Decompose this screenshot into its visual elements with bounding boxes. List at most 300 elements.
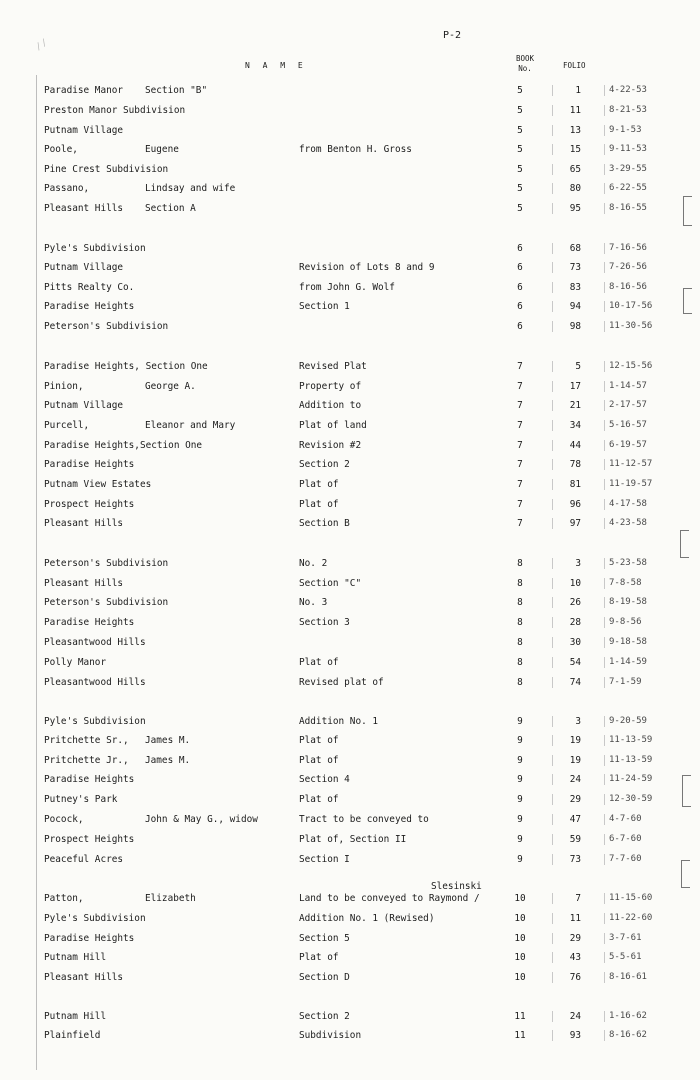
entry-folio-number: 44 <box>569 440 581 451</box>
entry-date: 8-16-55 <box>609 203 647 213</box>
entry-date: 6-22-55 <box>609 183 647 193</box>
entry-folio-number: 81 <box>569 479 581 490</box>
entry-given-name: Elizabeth <box>145 893 196 904</box>
entry-description: Section 5 <box>299 933 350 944</box>
ledger-row <box>0 457 700 472</box>
entry-folio-number: 59 <box>569 834 581 845</box>
column-rule <box>604 361 605 372</box>
ledger-row <box>0 418 700 433</box>
ledger-row <box>0 379 700 394</box>
entry-folio-number: 1 <box>575 85 581 96</box>
entry-name: Poole, <box>44 144 78 155</box>
column-rule <box>604 794 605 805</box>
entry-book-number: 8 <box>517 657 523 668</box>
column-rule <box>604 301 605 312</box>
entry-name: Pitts Realty Co. <box>44 282 135 293</box>
entry-book-number: 7 <box>517 420 523 431</box>
entry-folio-number: 65 <box>569 164 581 175</box>
column-rule <box>604 400 605 411</box>
entry-name: Putnam Village <box>44 125 124 136</box>
ledger-row <box>0 931 700 946</box>
column-rule <box>604 183 605 194</box>
column-rule <box>552 854 553 865</box>
entry-description: Plat of <box>299 755 339 766</box>
entry-name: Pocock, <box>44 814 84 825</box>
column-rule <box>604 459 605 470</box>
ledger-row <box>0 733 700 748</box>
column-rule <box>604 716 605 727</box>
entry-date: 3-29-55 <box>609 164 647 174</box>
entry-date: 7-7-60 <box>609 854 642 864</box>
column-rule <box>604 85 605 96</box>
entry-folio-number: 34 <box>569 420 581 431</box>
entry-date: 11-24-59 <box>609 774 653 784</box>
column-rule <box>604 755 605 766</box>
entry-name: Pleasant Hills <box>44 972 124 983</box>
column-rule <box>552 617 553 628</box>
column-rule <box>552 183 553 194</box>
entry-folio-number: 97 <box>569 518 581 529</box>
entry-description: Addition No. 1 (Rewised) <box>299 913 435 924</box>
entry-book-number: 5 <box>517 203 523 214</box>
column-rule <box>552 597 553 608</box>
entry-name: Pine Crest Subdivision <box>44 164 169 175</box>
column-rule <box>604 677 605 688</box>
entry-name: Prospect Heights <box>44 499 135 510</box>
column-rule <box>604 972 605 983</box>
book-header-top: BOOK <box>515 54 535 63</box>
entry-date: 11-22-60 <box>609 913 653 923</box>
entry-description: Section B <box>299 518 350 529</box>
column-rule <box>552 716 553 727</box>
entry-date: 11-19-57 <box>609 479 653 489</box>
entry-name: Peaceful Acres <box>44 854 124 865</box>
entry-date: 1-14-59 <box>609 657 647 667</box>
column-rule <box>552 735 553 746</box>
column-rule <box>604 144 605 155</box>
ledger-row <box>0 1009 700 1024</box>
ledger-row <box>0 635 700 650</box>
entry-folio-number: 24 <box>569 774 581 785</box>
ledger-row <box>0 181 700 196</box>
entry-book-number: 9 <box>517 854 523 865</box>
entry-date: 1-14-57 <box>609 381 647 391</box>
column-rule <box>552 262 553 273</box>
column-rule <box>604 282 605 293</box>
entry-name: Preston Manor Subdivision <box>44 105 186 116</box>
name-column-header: N A M E <box>245 61 307 70</box>
entry-given-name: Eleanor and Mary <box>145 420 236 431</box>
entry-book-number: 5 <box>517 183 523 194</box>
column-rule <box>552 814 553 825</box>
entry-name: Peterson's Subdivision <box>44 558 169 569</box>
entry-given-name: Eugene <box>145 144 179 155</box>
entry-folio-number: 29 <box>569 933 581 944</box>
entry-date: 5-16-57 <box>609 420 647 430</box>
entry-date: 10-17-56 <box>609 301 653 311</box>
entry-description: Revision of Lots 8 and 9 <box>299 262 435 273</box>
entry-description: Section 4 <box>299 774 350 785</box>
entry-date: 8-21-53 <box>609 105 647 115</box>
entry-description: Tract to be conveyed to <box>299 814 429 825</box>
entry-book-number: 5 <box>517 164 523 175</box>
entry-description: Revised Plat <box>299 361 367 372</box>
column-rule <box>604 854 605 865</box>
entry-folio-number: 54 <box>569 657 581 668</box>
column-rule <box>604 814 605 825</box>
entry-date: 2-17-57 <box>609 400 647 410</box>
column-rule <box>604 913 605 924</box>
entry-folio-number: 5 <box>575 361 581 372</box>
column-rule <box>552 301 553 312</box>
entry-book-number: 9 <box>517 755 523 766</box>
entry-book-number: 7 <box>517 440 523 451</box>
entry-book-number: 5 <box>517 105 523 116</box>
entry-book-number: 11 <box>514 1030 526 1041</box>
column-rule <box>552 657 553 668</box>
ledger-row <box>0 398 700 413</box>
ledger-row <box>0 675 700 690</box>
entry-date: 4-17-58 <box>609 499 647 509</box>
entry-folio-number: 95 <box>569 203 581 214</box>
entry-description: Section 2 <box>299 459 350 470</box>
entry-book-number: 7 <box>517 361 523 372</box>
entry-description: Revised plat of <box>299 677 384 688</box>
book-column-header <box>507 54 543 74</box>
entry-date: 11-13-59 <box>609 735 653 745</box>
entry-description: Section 1 <box>299 301 350 312</box>
column-rule <box>552 459 553 470</box>
entry-folio-number: 93 <box>569 1030 581 1041</box>
entry-date: 7-16-56 <box>609 243 647 253</box>
entry-book-number: 9 <box>517 716 523 727</box>
entry-folio-number: 78 <box>569 459 581 470</box>
entry-description: Section I <box>299 854 350 865</box>
entry-date: 7-8-58 <box>609 578 642 588</box>
entry-name: Pyle's Subdivision <box>44 913 146 924</box>
entry-given-name: George A. <box>145 381 196 392</box>
entry-book-number: 9 <box>517 814 523 825</box>
ledger-row <box>0 477 700 492</box>
column-rule <box>604 952 605 963</box>
entry-description: Land to be conveyed to Raymond / <box>299 893 480 904</box>
ledger-row <box>0 299 700 314</box>
column-rule <box>552 381 553 392</box>
entry-name: Passano, <box>44 183 90 194</box>
entry-date: 11-12-57 <box>609 459 653 469</box>
ledger-row <box>0 911 700 926</box>
entry-folio-number: 30 <box>569 637 581 648</box>
entry-book-number: 5 <box>517 144 523 155</box>
ledger-row <box>0 832 700 847</box>
ledger-row <box>0 319 700 334</box>
column-rule <box>604 440 605 451</box>
entry-description: No. 2 <box>299 558 328 569</box>
entry-description: Subdivision <box>299 1030 362 1041</box>
column-rule <box>552 1011 553 1022</box>
column-rule <box>552 972 553 983</box>
entry-folio-number: 19 <box>569 755 581 766</box>
column-rule <box>552 164 553 175</box>
entry-description: Plat of, Section II <box>299 834 407 845</box>
entry-folio-number: 94 <box>569 301 581 312</box>
entry-date: 4-7-60 <box>609 814 642 824</box>
ledger-row <box>0 812 700 827</box>
entry-date: 12-30-59 <box>609 794 653 804</box>
entry-given-name: Section "B" <box>145 85 208 96</box>
ledger-row <box>0 260 700 275</box>
column-rule <box>604 893 605 904</box>
entry-folio-number: 11 <box>569 105 581 116</box>
entry-folio-number: 24 <box>569 1011 581 1022</box>
entry-description: Plat of <box>299 499 339 510</box>
entry-date: 7-1-59 <box>609 677 642 687</box>
ledger-row <box>0 556 700 571</box>
entry-description: Plat of land <box>299 420 367 431</box>
column-rule <box>552 85 553 96</box>
entry-folio-number: 68 <box>569 243 581 254</box>
binder-clip-mark <box>681 860 690 888</box>
entry-folio-number: 80 <box>569 183 581 194</box>
column-rule <box>604 735 605 746</box>
ledger-row <box>0 753 700 768</box>
entry-date: 9-1-53 <box>609 125 642 135</box>
column-rule <box>552 952 553 963</box>
entry-name: Paradise Heights <box>44 459 135 470</box>
column-rule <box>552 144 553 155</box>
entry-description: from Benton H. Gross <box>299 144 412 155</box>
entry-name: Pritchette Jr., <box>44 755 129 766</box>
entry-description: Plat of <box>299 952 339 963</box>
column-rule <box>604 243 605 254</box>
ledger-row <box>0 201 700 216</box>
entry-description: Plat of <box>299 794 339 805</box>
column-rule <box>552 420 553 431</box>
entry-name: Paradise Heights,Section One <box>44 440 203 451</box>
column-rule <box>552 933 553 944</box>
entry-name: Pleasant Hills <box>44 203 124 214</box>
ledger-row <box>0 516 700 531</box>
column-rule <box>604 381 605 392</box>
entry-description: Plat of <box>299 657 339 668</box>
entry-date: 11-30-56 <box>609 321 653 331</box>
column-rule <box>552 913 553 924</box>
ledger-row <box>0 162 700 177</box>
entry-book-number: 6 <box>517 262 523 273</box>
column-rule <box>552 578 553 589</box>
entry-description: Section 3 <box>299 617 350 628</box>
entry-date: 5-5-61 <box>609 952 642 962</box>
entry-name: Pyle's Subdivision <box>44 243 146 254</box>
entry-book-number: 9 <box>517 794 523 805</box>
entry-book-number: 10 <box>514 972 526 983</box>
entry-date: 8-16-56 <box>609 282 647 292</box>
entry-date: 9-18-58 <box>609 637 647 647</box>
column-rule <box>604 578 605 589</box>
entry-folio-number: 7 <box>575 893 581 904</box>
entry-description-continuation: Slesinski <box>431 881 482 892</box>
column-rule <box>604 125 605 136</box>
entry-folio-number: 13 <box>569 125 581 136</box>
entry-name: Purcell, <box>44 420 90 431</box>
ledger-row <box>0 655 700 670</box>
entry-date: 11-15-60 <box>609 893 653 903</box>
column-rule <box>552 282 553 293</box>
column-rule <box>552 774 553 785</box>
entry-given-name: James M. <box>145 755 191 766</box>
column-rule <box>552 400 553 411</box>
entry-folio-number: 96 <box>569 499 581 510</box>
entry-name: Paradise Heights <box>44 301 135 312</box>
entry-folio-number: 19 <box>569 735 581 746</box>
column-rule <box>552 125 553 136</box>
entry-folio-number: 83 <box>569 282 581 293</box>
entry-folio-number: 74 <box>569 677 581 688</box>
entry-date: 1-16-62 <box>609 1011 647 1021</box>
entry-date: 9-11-53 <box>609 144 647 154</box>
entry-description: Section "C" <box>299 578 362 589</box>
entry-name: Pyle's Subdivision <box>44 716 146 727</box>
entry-date: 11-13-59 <box>609 755 653 765</box>
entry-name: Prospect Heights <box>44 834 135 845</box>
ledger-row <box>0 83 700 98</box>
entry-name: Pleasant Hills <box>44 518 124 529</box>
entry-folio-number: 21 <box>569 400 581 411</box>
entry-name: Plainfield <box>44 1030 101 1041</box>
entry-name: Peterson's Subdivision <box>44 597 169 608</box>
entry-book-number: 8 <box>517 558 523 569</box>
entry-name: Putnam View Estates <box>44 479 152 490</box>
column-rule <box>552 755 553 766</box>
entry-description: from John G. Wolf <box>299 282 395 293</box>
ledger-row <box>0 1028 700 1043</box>
entry-name: Polly Manor <box>44 657 107 668</box>
entry-date: 12-15-56 <box>609 361 653 371</box>
entry-given-name: John & May G., widow <box>145 814 258 825</box>
entry-name: Pleasantwood Hills <box>44 677 146 688</box>
entry-book-number: 11 <box>514 1011 526 1022</box>
entry-folio-number: 3 <box>575 558 581 569</box>
entry-name: Putney's Park <box>44 794 118 805</box>
entry-book-number: 8 <box>517 637 523 648</box>
entry-description: Addition to <box>299 400 362 411</box>
entry-date: 3-7-61 <box>609 933 642 943</box>
ledger-row <box>0 241 700 256</box>
entry-date: 4-22-53 <box>609 85 647 95</box>
entry-folio-number: 73 <box>569 854 581 865</box>
entry-name: Paradise Heights <box>44 617 135 628</box>
entry-book-number: 6 <box>517 243 523 254</box>
entry-book-number: 10 <box>514 933 526 944</box>
entry-folio-number: 10 <box>569 578 581 589</box>
entry-book-number: 8 <box>517 677 523 688</box>
entry-date: 8-16-61 <box>609 972 647 982</box>
entry-folio-number: 73 <box>569 262 581 273</box>
column-rule <box>604 558 605 569</box>
entry-given-name: Section A <box>145 203 196 214</box>
entry-book-number: 5 <box>517 85 523 96</box>
entry-folio-number: 98 <box>569 321 581 332</box>
ledger-row <box>0 772 700 787</box>
column-rule <box>552 558 553 569</box>
column-rule <box>552 479 553 490</box>
column-rule <box>552 321 553 332</box>
entry-book-number: 9 <box>517 834 523 845</box>
entry-date: 6-7-60 <box>609 834 642 844</box>
entry-book-number: 9 <box>517 774 523 785</box>
entry-name: Paradise Heights <box>44 774 135 785</box>
entry-folio-number: 3 <box>575 716 581 727</box>
entry-name: Peterson's Subdivision <box>44 321 169 332</box>
entry-description: Addition No. 1 <box>299 716 379 727</box>
entry-name: Pritchette Sr., <box>44 735 129 746</box>
book-header-bottom: No. <box>518 64 532 73</box>
entry-date: 6-19-57 <box>609 440 647 450</box>
entry-book-number: 6 <box>517 301 523 312</box>
entry-description: Section 2 <box>299 1011 350 1022</box>
entry-name: Putnam Village <box>44 400 124 411</box>
column-rule <box>552 361 553 372</box>
entry-book-number: 7 <box>517 459 523 470</box>
ledger-row <box>0 359 700 374</box>
entry-book-number: 7 <box>517 381 523 392</box>
pencil-mark-icon: ⁄⁄ <box>32 35 51 54</box>
column-rule <box>604 164 605 175</box>
column-rule <box>552 243 553 254</box>
folio-column-header: FOLIO <box>563 61 586 70</box>
entry-book-number: 8 <box>517 617 523 628</box>
ledger-row <box>0 595 700 610</box>
ledger-row <box>0 792 700 807</box>
entry-book-number: 10 <box>514 893 526 904</box>
entry-description: Plat of <box>299 735 339 746</box>
entry-book-number: 6 <box>517 321 523 332</box>
column-rule <box>604 262 605 273</box>
entry-folio-number: 11 <box>569 913 581 924</box>
column-rule <box>604 479 605 490</box>
column-rule <box>604 657 605 668</box>
entry-book-number: 10 <box>514 952 526 963</box>
entry-description: Section D <box>299 972 350 983</box>
ledger-row <box>0 615 700 630</box>
entry-folio-number: 15 <box>569 144 581 155</box>
entry-date: 8-19-58 <box>609 597 647 607</box>
column-rule <box>604 617 605 628</box>
column-rule <box>552 440 553 451</box>
entry-name: Putnam Village <box>44 262 124 273</box>
binder-clip-mark <box>680 530 689 558</box>
entry-folio-number: 29 <box>569 794 581 805</box>
ledger-row <box>0 576 700 591</box>
entry-folio-number: 17 <box>569 381 581 392</box>
entry-date: 9-20-59 <box>609 716 647 726</box>
entry-book-number: 7 <box>517 479 523 490</box>
column-rule <box>604 105 605 116</box>
ledger-row <box>0 950 700 965</box>
column-rule <box>604 834 605 845</box>
entry-book-number: 7 <box>517 518 523 529</box>
entry-date: 9-8-56 <box>609 617 642 627</box>
ledger-row <box>0 280 700 295</box>
entry-date: 4-23-58 <box>609 518 647 528</box>
binder-clip-mark <box>682 775 691 807</box>
ledger-row <box>0 123 700 138</box>
ledger-row <box>0 438 700 453</box>
entry-name: Pinion, <box>44 381 84 392</box>
entry-folio-number: 47 <box>569 814 581 825</box>
column-rule <box>604 637 605 648</box>
page-number: P-2 <box>443 30 462 41</box>
